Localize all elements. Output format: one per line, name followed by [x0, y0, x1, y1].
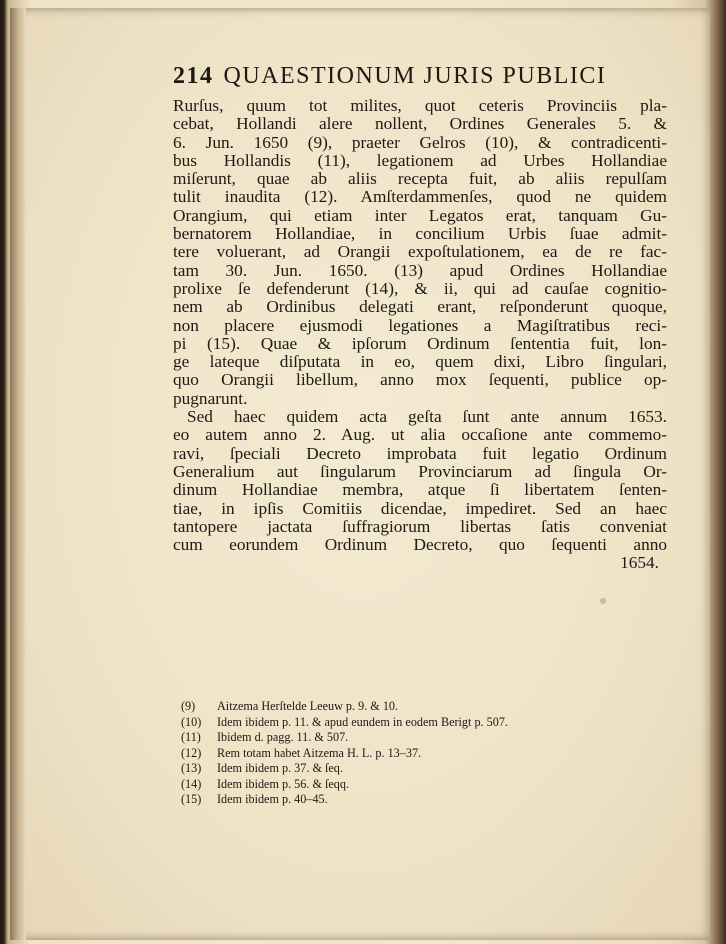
footnote — [181, 730, 651, 746]
body-line: quo Orangii libellum, anno mox ſequenti, publice op- — [173, 370, 667, 390]
body-line: non placere ejusmodi legationes a Magiſtratibus reci- — [173, 315, 667, 335]
body-line: nem ab Ordinibus delegati erant, reſponderunt quoque, — [173, 297, 667, 317]
footnote-text: Rem totam habet Aitzema H. L. p. 13–37. — [217, 745, 422, 760]
book-page — [10, 8, 710, 940]
body-line: tulit inaudita (12). Amſterdammenſes, quod ne quidem — [173, 187, 667, 207]
body-line: ravi, ſpeciali Decreto improbata fuit legatio Ordinum — [173, 443, 667, 463]
body-line: tantopere jactata ſuffragiorum libertas ſatis conveniat — [173, 516, 667, 536]
body-line: cebat, Hollandi alere nollent, Ordines Generales 5. & — [173, 114, 667, 134]
footnote — [181, 715, 651, 731]
footnotes — [181, 699, 651, 808]
footnote — [181, 761, 651, 777]
body-line: cum eorundem Ordinum Decreto, quo ſequenti anno — [173, 535, 667, 555]
running-header — [173, 63, 667, 97]
body-line: eo autem anno 2. Aug. ut alia occaſione ante commemo- — [173, 425, 667, 445]
body-line: Orangium, qui etiam inter Legatos erat, tanquam Gu- — [173, 205, 667, 225]
body-line: tiae, in ipſis Comitiis dicendae, impediret. Sed an haec — [173, 498, 667, 518]
body-line: bernatorem Hollandiae, in concilium Urbis ſuae admit- — [173, 224, 667, 244]
body-line: 1654. — [620, 553, 659, 573]
footnote-text: Idem ibidem p. 37. & ſeq. — [217, 761, 343, 775]
body-line: tere voluerant, ad Orangii expoſtulationem, ea de re fac- — [173, 242, 667, 262]
page-gutter — [10, 8, 26, 940]
body-line: Sed haec quidem acta geſta ſunt ante annum 1653. — [187, 407, 667, 427]
footnote-text: Ibidem d. pagg. 11. & 507. — [217, 730, 349, 744]
body-line: ge lateque diſputata in eo, quem dixi, Libro ſingulari, — [173, 352, 667, 372]
body-line: pugnarunt. — [173, 388, 248, 408]
ink-blot — [600, 598, 606, 604]
body-line: Generalium aut ſingularum Provinciarum ad ſingula Or- — [173, 461, 667, 481]
body-line: bus Hollandis (11), legationem ad Urbes Hollandiae — [173, 150, 667, 170]
footnote-mark: (10) — [181, 714, 202, 729]
footnote-text: Idem ibidem p. 56. & ſeqq. — [217, 776, 350, 791]
running-title: QUAESTIONUM JURIS PUBLICI — [223, 63, 607, 89]
body-line: 6. Jun. 1650 (9), praeter Gelros (10), & contradicenti- — [173, 132, 667, 152]
footnote-mark: (11) — [181, 730, 201, 744]
footnote — [181, 746, 651, 762]
footnote-mark: (14) — [181, 776, 202, 791]
body-line: pi (15). Quae & ipſorum Ordinum ſententia fuit, lon- — [173, 333, 667, 353]
body-line: Rurſus, quum tot milites, quot ceteris Provinciis pla- — [173, 96, 667, 115]
footnote-text: Idem ibidem p. 11. & apud eundem in eodem Berigt p. 507. — [217, 714, 508, 729]
body-line: miſerunt, quae ab aliis recepta fuit, ab aliis repulſam — [173, 169, 667, 189]
footnote-text: Idem ibidem p. 40–45. — [217, 792, 328, 806]
body-line: prolixe ſe defenderunt (14), & ii, qui ad cauſae cognitio- — [173, 278, 667, 298]
page-number: 214 — [173, 63, 214, 89]
body-line: tam 30. Jun. 1650. (13) apud Ordines Hollandiae — [173, 260, 667, 280]
footnote-text: Aitzema Herſtelde Leeuw p. 9. & 10. — [217, 699, 399, 713]
footnote-mark: (9) — [181, 699, 196, 713]
footnote-mark: (15) — [181, 792, 202, 806]
footnote-mark: (13) — [181, 761, 202, 775]
footnote — [181, 777, 651, 793]
body-text — [173, 97, 667, 573]
footnote — [181, 792, 651, 808]
footnote — [181, 699, 651, 715]
footnote-mark: (12) — [181, 745, 202, 760]
body-line: dinum Hollandiae membra, atque ſi libertatem ſenten- — [173, 480, 667, 500]
